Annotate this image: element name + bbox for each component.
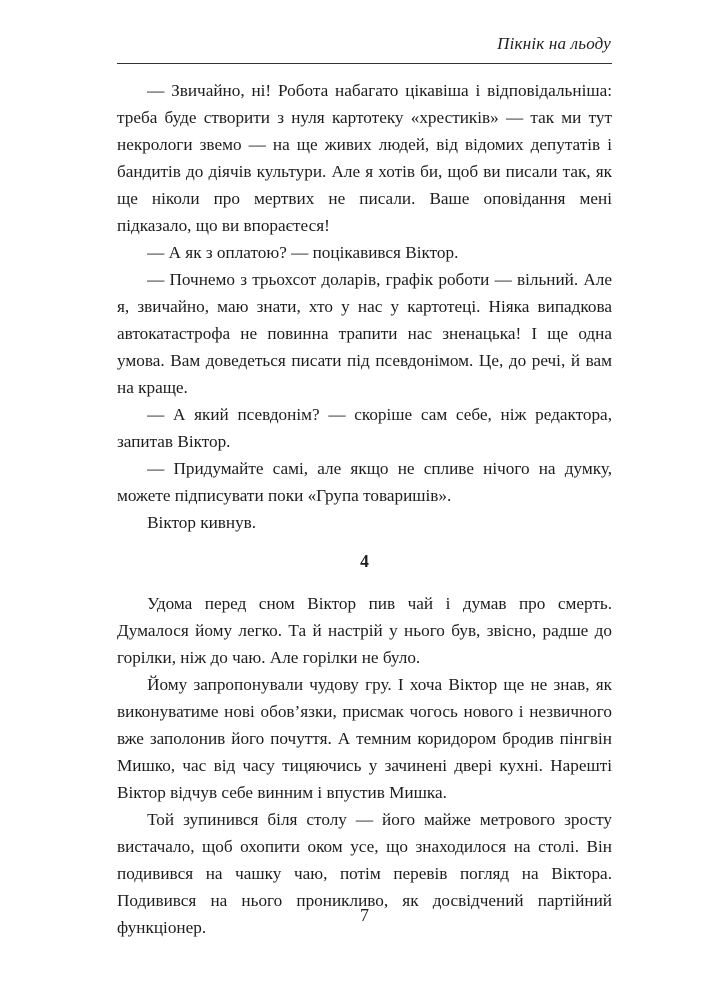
text-block-chapter-4 bbox=[117, 590, 612, 941]
paragraph: — Почнемо з трьохсот доларів, графік роботи — вільний. Але я, звичайно, маю знати, хто у нас у картотеці. Ніяка випадкова автокатастрофа не повинна трапити нас зненацька! І ще одна умова. Вам доведеться писати під псевдонімом. Це, до речі, й вам на краще. bbox=[117, 270, 612, 397]
paragraph: Удома перед сном Віктор пив чай і думав про смерть. Думалося йому легко. Та й настрій у нього був, звісно, радше до горілки, ніж до чаю. Але горілки не було. bbox=[117, 594, 612, 667]
paragraph: — Звичайно, ні! Робота набагато цікавіша і відповідальніша: треба буде створити з нуля картотеку «хрестиків» — так ми тут некрологи звемо — на ще живих людей, від відомих депутатів і бандитів до діячів культури. Але я хотів би, щоб ви писали так, як ще ніколи про мертвих не писали. Ваше оповідання мені підказало, що ви впораєтеся! bbox=[117, 81, 612, 235]
paragraph: Той зупинився біля столу — його майже метрового зросту вистачало, щоб охопити оком усе, що знаходилося на столі. Він подивився на чашку чаю, потім перевів погляд на Віктора. Подивився на нього проникливо, як досвідчений партійний функціонер. bbox=[117, 810, 612, 937]
paragraph: — Придумайте самі, але якщо не спливе нічого на думку, можете підписувати поки «Група товаришів». bbox=[117, 459, 612, 505]
paragraph: Віктор кивнув. bbox=[147, 513, 257, 532]
paragraph: Йому запропонували чудову гру. І хоча Віктор ще не знав, як виконуватиме нові обов’язки, присмак чогось нового і незвичного вже заполонив його почуття. А темним коридором бродив пінгвін Мишко, час від часу тицяючись у зачинені двері кухні. Нарешті Віктор відчув себе винним і впустив Мишка. bbox=[117, 675, 612, 802]
header-rule bbox=[117, 63, 612, 64]
chapter-number: 4 bbox=[360, 551, 369, 571]
page-number: 7 bbox=[360, 905, 369, 925]
running-title: Пікнік на льоду bbox=[497, 34, 611, 53]
paragraph: — А який псевдонім? — скоріше сам себе, ніж редактора, запитав Віктор. bbox=[117, 405, 612, 451]
paragraph: — А як з оплатою? — поцікавився Віктор. bbox=[147, 243, 459, 262]
text-block-before-chapter bbox=[117, 77, 612, 536]
